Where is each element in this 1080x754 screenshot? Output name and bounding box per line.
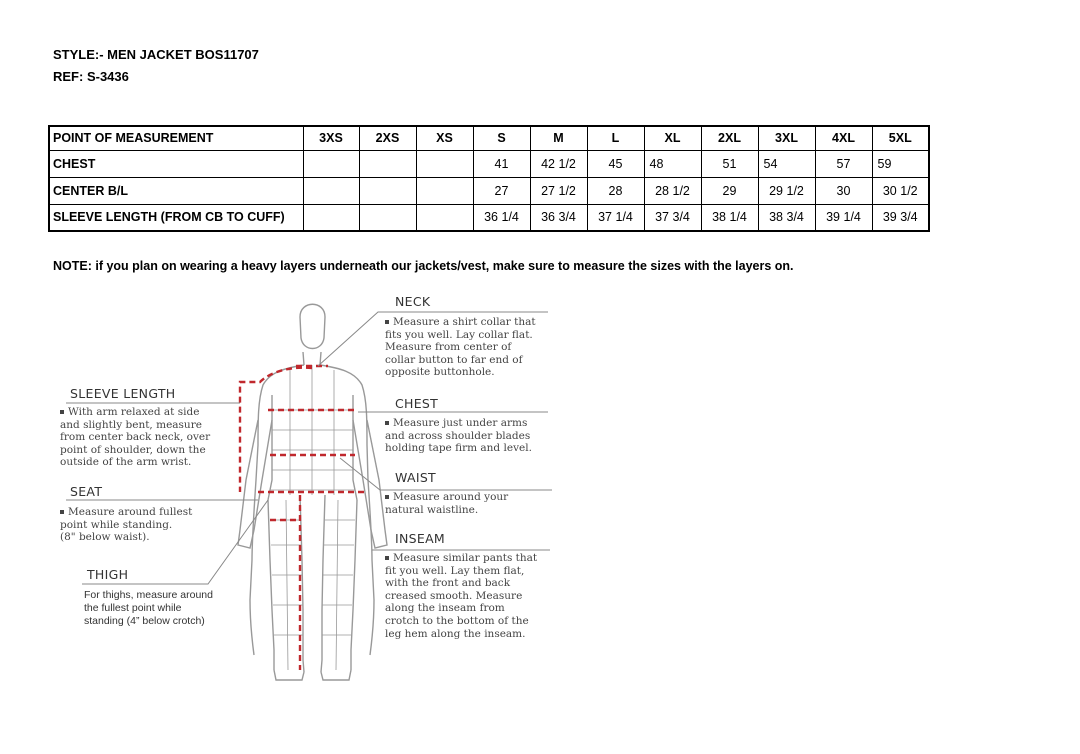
- waist-text: Measure around your natural waistline.: [385, 491, 509, 516]
- table-cell: 45: [587, 150, 644, 177]
- table-cell: 30 1/2: [872, 177, 929, 204]
- column-header: M: [530, 126, 587, 150]
- chest-description: [385, 417, 532, 455]
- table-cell: 37 1/4: [587, 204, 644, 231]
- column-header: POINT OF MEASUREMENT: [49, 126, 303, 150]
- thigh-title: THIGH: [87, 567, 129, 582]
- table-cell: 37 3/4: [644, 204, 701, 231]
- sleeve-length-text: With arm relaxed at side and slightly bent, measure from center back neck, over point of shoulder, down the outside of the arm wrist.: [60, 406, 211, 469]
- table-cell: 39 1/4: [815, 204, 872, 231]
- table-cell: 42 1/2: [530, 150, 587, 177]
- column-header: 5XL: [872, 126, 929, 150]
- table-cell: 36 1/4: [473, 204, 530, 231]
- layering-note: NOTE: if you plan on wearing a heavy layers underneath our jackets/vest, make sure to measure the sizes with the layers on.: [53, 259, 794, 273]
- table-cell: 48: [644, 150, 701, 177]
- thigh-description: For thighs, measure around the fullest point while standing (4” below crotch): [84, 589, 213, 627]
- bullet-icon: [60, 510, 64, 514]
- table-cell: 28 1/2: [644, 177, 701, 204]
- sleeve-length-title: SLEEVE LENGTH: [70, 386, 176, 401]
- waist-description: [385, 491, 508, 516]
- seat-text: Measure around fullest point while standing. (8" below waist).: [60, 506, 193, 544]
- table-cell: 30: [815, 177, 872, 204]
- row-label: SLEEVE LENGTH (FROM CB TO CUFF): [49, 204, 303, 231]
- bullet-icon: [385, 320, 389, 324]
- table-cell: 27 1/2: [530, 177, 587, 204]
- column-header: 3XS: [303, 126, 359, 150]
- neck-title: NECK: [395, 294, 431, 309]
- table-cell: 51: [701, 150, 758, 177]
- row-label: CENTER B/L: [49, 177, 303, 204]
- column-header: S: [473, 126, 530, 150]
- column-header: 2XL: [701, 126, 758, 150]
- table-cell: 39 3/4: [872, 204, 929, 231]
- table-cell: 38 3/4: [758, 204, 815, 231]
- column-header: 2XS: [359, 126, 416, 150]
- chest-text: Measure just under arms and across shoulder blades holding tape firm and level.: [385, 417, 532, 455]
- column-header: 3XL: [758, 126, 815, 150]
- chest-title: CHEST: [395, 396, 439, 411]
- seat-description: [60, 506, 192, 544]
- table-cell: 54: [758, 150, 815, 177]
- inseam-text: Measure similar pants that fit you well. Lay them flat, with the front and back creased smooth. Measure along the inseam from crotch to the bottom of the leg hem along the inseam.: [385, 552, 538, 640]
- table-cell: 36 3/4: [530, 204, 587, 231]
- style-line: STYLE:- MEN JACKET BOS11707: [53, 47, 259, 62]
- bullet-icon: [60, 410, 64, 414]
- column-header: XL: [644, 126, 701, 150]
- bullet-icon: [385, 556, 389, 560]
- sleeve-length-description: [60, 406, 210, 469]
- bullet-icon: [385, 495, 389, 499]
- ref-line: REF: S-3436: [53, 69, 129, 84]
- neck-description: [385, 316, 536, 379]
- neck-text: Measure a shirt collar that fits you well. Lay collar flat. Measure from center of collar button to far end of opposite buttonhole.: [385, 316, 536, 379]
- table-cell: 29 1/2: [758, 177, 815, 204]
- table-cell: 41: [473, 150, 530, 177]
- inseam-title: INSEAM: [395, 531, 446, 546]
- row-label: CHEST: [49, 150, 303, 177]
- waist-title: WAIST: [395, 470, 436, 485]
- table-cell: 28: [587, 177, 644, 204]
- bullet-icon: [385, 421, 389, 425]
- waist-leader: [340, 458, 552, 490]
- column-header: XS: [416, 126, 473, 150]
- inseam-description: [385, 552, 537, 640]
- column-header: L: [587, 126, 644, 150]
- seat-title: SEAT: [70, 484, 103, 499]
- column-header: 4XL: [815, 126, 872, 150]
- table-cell: 27: [473, 177, 530, 204]
- table-cell: 38 1/4: [701, 204, 758, 231]
- table-cell: 57: [815, 150, 872, 177]
- table-cell: 29: [701, 177, 758, 204]
- table-cell: 59: [872, 150, 929, 177]
